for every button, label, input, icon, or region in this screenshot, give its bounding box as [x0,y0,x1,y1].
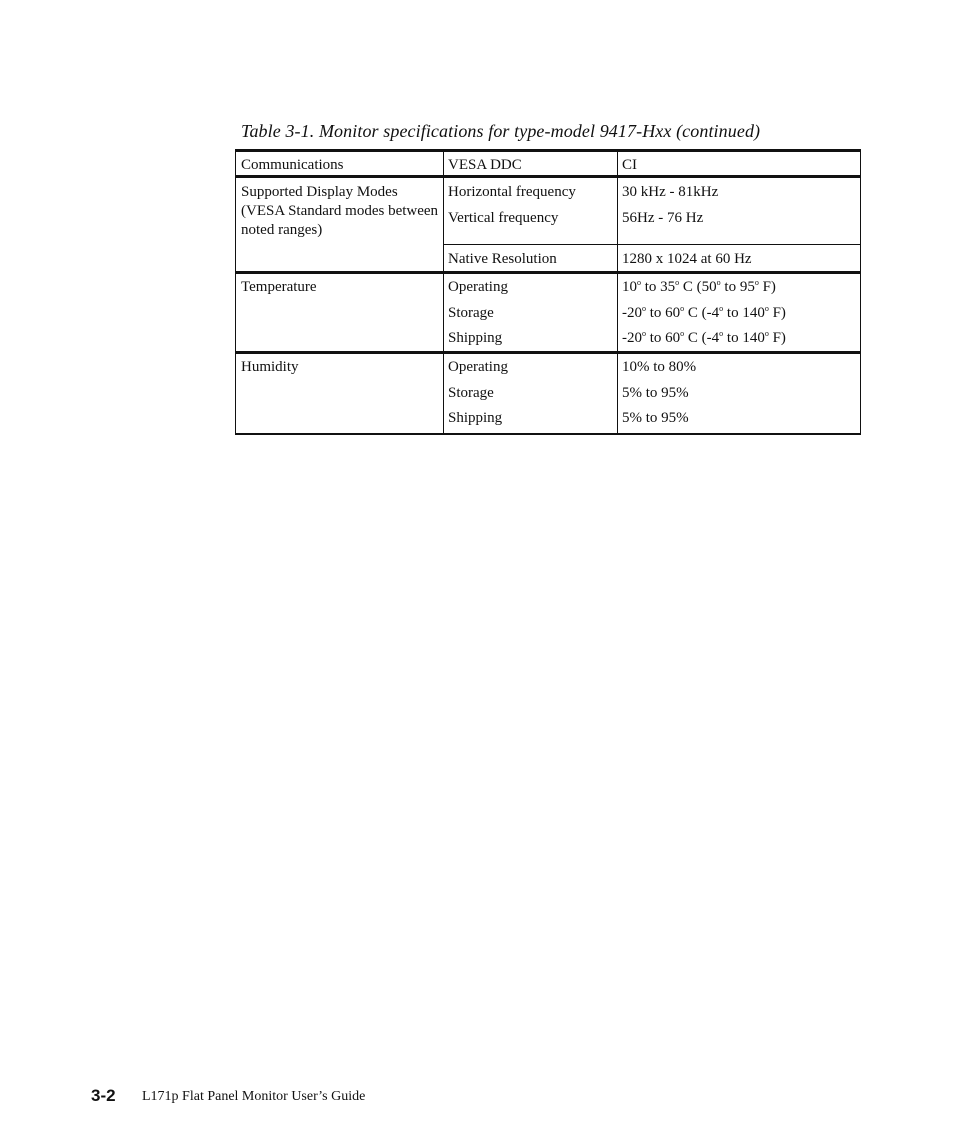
row-item: Native Resolution [444,245,618,273]
table-row [236,353,861,434]
row-item: Shipping [448,330,503,346]
row-item: Shipping [448,410,503,426]
spec-table [235,149,861,435]
row-item: Vertical frequency [448,209,559,226]
row-value: 5% to 95% [622,384,689,401]
row-item: Storage [448,384,494,401]
table-row [236,151,861,177]
table-row [236,177,861,245]
row-value: -20$^o$ to 60$^o$ C (-4$^o$ to 140$^o$ F) [622,303,786,321]
table-row [236,273,861,353]
table-caption: Table 3-1. Monitor specifications for type-model 9417-Hxx (continued) [241,121,761,141]
row-items [444,273,618,353]
row-value: 1280 x 1024 at 60 Hz [618,245,861,273]
row-value: CI [618,151,861,177]
row-label: Humidity [236,353,444,434]
row-items [444,177,618,245]
row-label: Temperature [236,273,444,353]
row-item: Storage [448,304,494,321]
row-item: Horizontal frequency [448,184,576,200]
row-label: Communications [236,151,444,177]
row-items [444,353,618,434]
row-values [618,273,861,353]
row-item: Operating [448,279,508,295]
row-values [618,353,861,434]
row-value: -20$^o$ to 60$^o$ C (-4$^o$ to 140$^o$ F) [622,329,786,346]
row-value: 10% to 80% [622,359,697,375]
page-number: 3-2 [91,1086,116,1105]
row-item: VESA DDC [444,151,618,177]
footer-title: L171p Flat Panel Monitor User’s Guide [142,1089,366,1104]
row-item: Operating [448,359,508,375]
row-value: 5% to 95% [622,410,689,426]
row-value: 10$^o$ to 35$^o$ C (50$^o$ to 95$^o$ F) [622,278,776,295]
row-values [618,177,861,245]
row-label: Supported Display Modes (VESA Standard modes between noted ranges) [236,177,444,273]
row-value: 56Hz - 76 Hz [622,209,704,226]
row-value: 30 kHz - 81kHz [622,184,719,200]
